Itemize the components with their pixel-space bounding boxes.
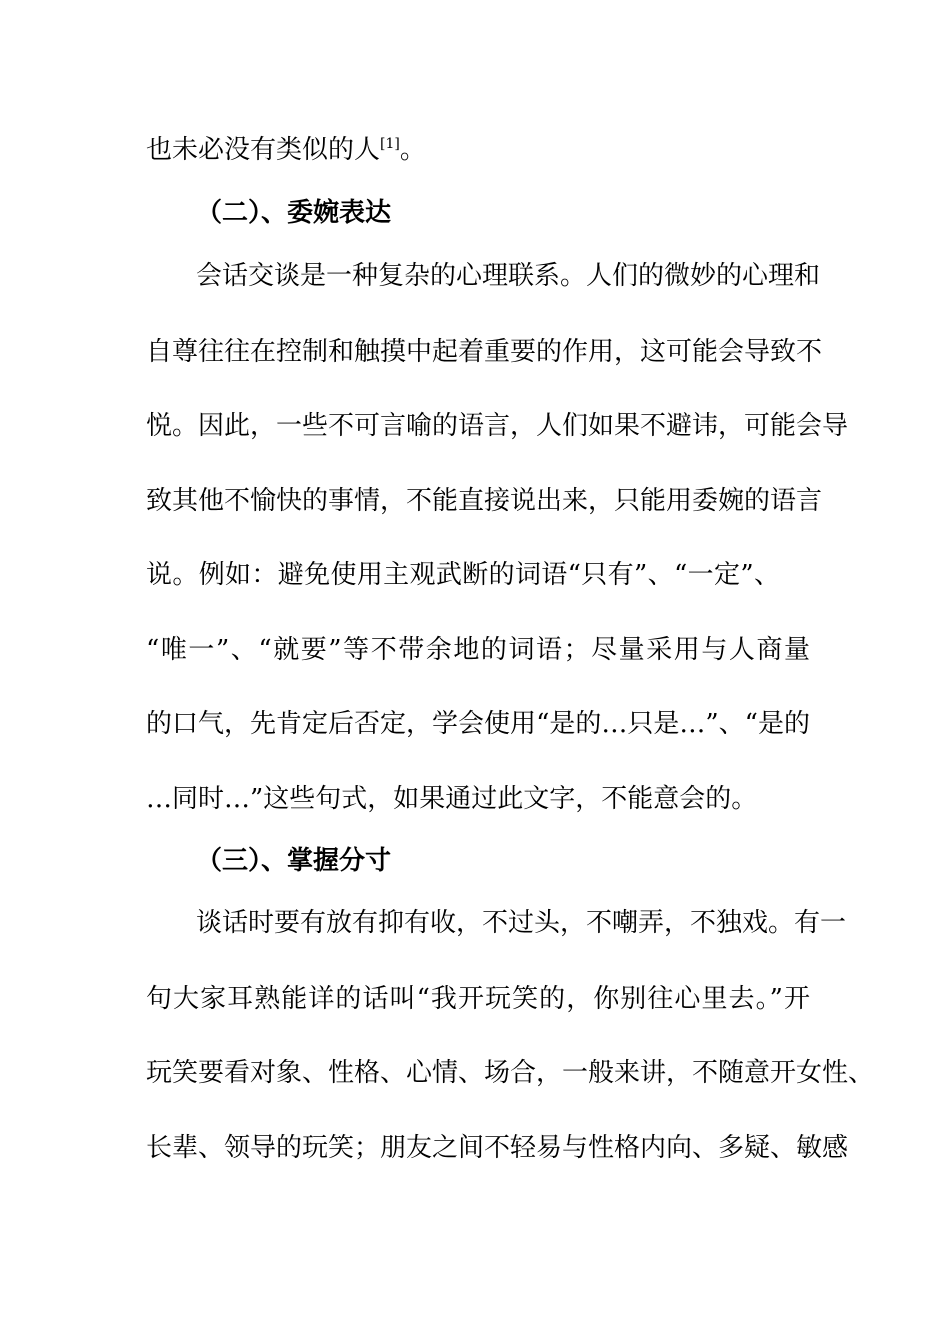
section-2-line-8: …同时…”这些句式，如果通过此文字，不能意会的。: [146, 784, 758, 814]
section-3-line-2: 句大家耳熟能详的话叫“我开玩笑的，你别往心里去。”开: [146, 984, 810, 1014]
section-2-line-5: 说。例如：避免使用主观武断的词语“只有”、“一定”、: [146, 560, 780, 590]
section-3-heading: （三）、掌握分寸: [196, 846, 392, 876]
section-2-line-6: “唯一”、“就要”等不带余地的词语；尽量采用与人商量: [146, 635, 810, 665]
section-2-line-2: 自尊往往在控制和触摸中起着重要的作用，这可能会导致不: [146, 337, 823, 367]
intro-text: 也未必没有类似的人: [146, 135, 381, 165]
section-3-line-4: 长辈、领导的玩笑；朋友之间不轻易与性格内向、多疑、敏感: [146, 1133, 849, 1163]
section-2-line-4: 致其他不愉快的事情，不能直接说出来，只能用委婉的语言: [146, 486, 823, 516]
section-2-line-3: 悦。因此，一些不可言喻的语言，人们如果不避讳，可能会导: [146, 411, 849, 441]
section-2-heading: （二）、委婉表达: [196, 198, 392, 228]
section-3-line-3: 玩笑要看对象、性格、心情、场合，一般来讲，不随意开女性、: [146, 1058, 875, 1088]
section-3-line-1: 谈话时要有放有抑有收，不过头，不嘲弄，不独戏。有一: [196, 908, 847, 938]
citation-mark: [1]: [380, 136, 400, 152]
section-2-line-1: 会话交谈是一种复杂的心理联系。人们的微妙的心理和: [196, 261, 821, 291]
intro-line-end: 。: [399, 135, 426, 165]
section-2-line-7: 的口气，先肯定后否定，学会使用“是的…只是…”、“是的: [146, 709, 810, 739]
intro-line: [146, 132, 810, 168]
